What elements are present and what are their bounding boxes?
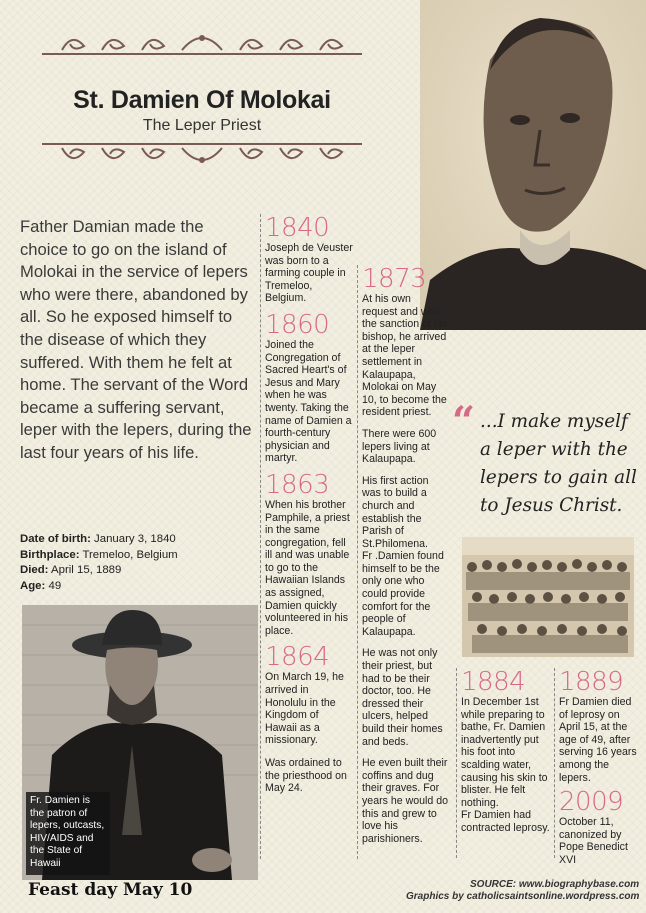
source-line: SOURCE: www.biographybase.com xyxy=(470,879,640,890)
event-1884-leprosy: Fr Damien had contracted leprosy. xyxy=(461,809,550,834)
event-1873-coffins: He even built their coffins and dug their graves. For years he would do this and grew to love his parishioners. xyxy=(362,757,448,845)
timeline-column-1 xyxy=(265,214,353,795)
event-1863: When his brother Pamphile, a priest in the same congregation, fell ill and was unable to go to the Hawaiian Islands as assigned, Damien quickly volunteered in his place. xyxy=(265,498,350,637)
bottom-flourish xyxy=(32,140,372,168)
year-1864: 1864 xyxy=(265,642,330,673)
event-1873-lepers: There were 600 lepers living at Kalaupapa. xyxy=(362,427,437,466)
timeline-divider-2 xyxy=(357,265,358,859)
fact-birth-date: Date of birth: January 3, 1840 xyxy=(20,533,176,545)
top-flourish xyxy=(32,30,372,58)
event-1840: Joseph de Veuster was born to a farming couple in Tremeloo, Belgium. xyxy=(265,242,353,305)
event-1889: Fr Damien died of leprosy on April 15, at the age of 49, after serving 16 years among the lepers. xyxy=(559,696,637,784)
event-1873-doctor: He was not only their priest, but had to be their doctor, too. He dressed their ulcers, helped build their homes and beds. xyxy=(362,647,443,748)
facts-list xyxy=(20,532,260,594)
year-2009: 2009 xyxy=(559,787,624,818)
event-1873-comfort: Fr .Damien found himself to be the only one who could provide comfort for the people of Kalaupapa. xyxy=(362,550,444,638)
fact-age: Age: 49 xyxy=(20,579,62,592)
event-1884: In December 1st while preparing to bathe, Fr. Damien inadvertently put his foot into scalding water, causing his skin to blister. He felt nothing. xyxy=(461,696,548,809)
feast-day: Feast day May 10 xyxy=(28,880,193,900)
timeline-column-2 xyxy=(362,265,448,845)
event-2009: October 11, canonized by Pope Benedict XVI xyxy=(559,816,628,866)
intro-paragraph: Father Damian made the choice to go on the island of Molokai in the service of lepers who were there, abandoned by all. So he exposed himself to the disease of which they suffered. With them he felt at home. The servant of the Word became a suffering servant, leper with the lepers, during the last four years of his life. xyxy=(20,217,252,462)
timeline-column-3 xyxy=(461,668,551,835)
year-1873: 1873 xyxy=(362,264,427,294)
portrait-photo xyxy=(420,0,646,330)
year-1863: 1863 xyxy=(265,469,330,500)
page-subtitle: The Leper Priest xyxy=(142,117,262,134)
fact-died: Died: April 15, 1889 xyxy=(20,564,122,576)
year-1840: 1840 xyxy=(265,213,330,243)
timeline-column-4 xyxy=(559,668,641,867)
year-1860: 1860 xyxy=(265,309,330,340)
timeline-divider-1 xyxy=(260,214,261,859)
photo-caption: Fr. Damien is the patron of lepers, outcasts, HIV/AIDS and the State of Hawaii xyxy=(26,792,110,875)
event-1864-ordained: Was ordained to the priesthood on May 24. xyxy=(265,757,347,795)
event-1873: At his own request and with the sanction of his bishop, he arrived at the leper settlement in Kalaupapa, Molokai on May 10, to become the resident priest. xyxy=(362,293,448,419)
event-1864: On March 19, he arrived in Honolulu in the Kingdom of Hawaii as a missionary. xyxy=(265,671,344,747)
timeline-divider-3 xyxy=(456,668,457,858)
year-1889: 1889 xyxy=(559,667,624,697)
event-1873-church: His first action was to build a church and establish the Parish of St.Philomena. xyxy=(362,474,429,550)
quote-text: ...I make myself a leper with the lepers to gain all to Jesus Christ. xyxy=(480,411,637,516)
timeline-divider-4 xyxy=(554,668,555,858)
event-1860: Joined the Congregation of Sacred Heart's of Jesus and Mary when he was twenty. Taking the name of Damien a fourth-century physician and martyr. xyxy=(265,338,352,465)
year-1884: 1884 xyxy=(461,667,526,697)
group-photo xyxy=(462,537,634,657)
graphics-credit: Graphics by catholicsaintsonline.wordpress.com xyxy=(406,891,640,902)
fact-birthplace: Birthplace: Tremeloo, Belgium xyxy=(20,548,178,561)
quote-mark-icon: “ xyxy=(452,398,476,445)
page-title: St. Damien Of Molokai xyxy=(73,86,331,114)
